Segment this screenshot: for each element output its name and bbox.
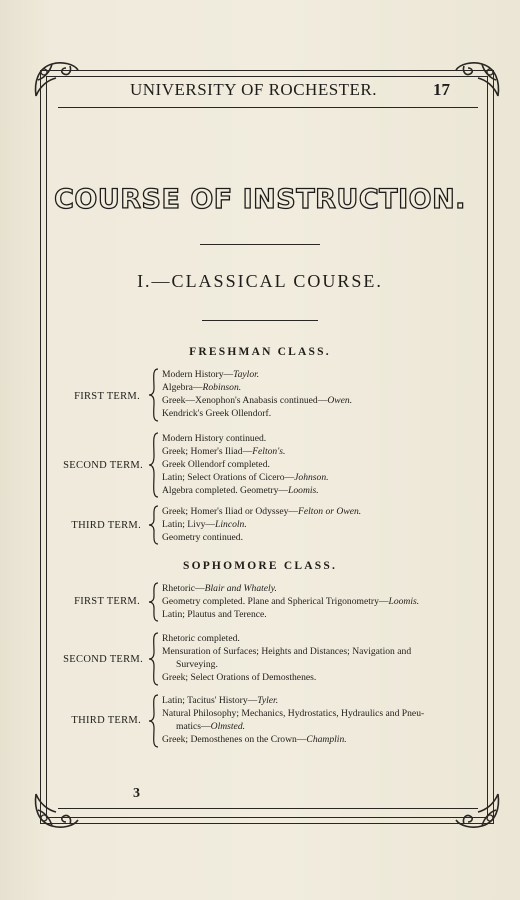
course-line: Greek; Homer's Iliad or Odyssey—Felton or Owen.: [162, 506, 362, 517]
corner-ornament-bottom-left: [30, 790, 82, 834]
course-line: matics—Olmsted.: [176, 721, 246, 732]
page-number: 17: [433, 80, 450, 99]
title-rule: [200, 244, 320, 245]
brace-icon: [148, 632, 160, 686]
course-line: Mensuration of Surfaces; Heights and Distances; Navigation and: [162, 646, 412, 657]
sophomore-class-heading: SOPHOMORE CLASS.: [182, 560, 338, 572]
course-line: Algebra—Robinson.: [162, 382, 242, 393]
course-line: Algebra completed. Geometry—Loomis.: [162, 485, 319, 496]
course-line: Latin; Livy—Lincoln.: [162, 519, 247, 530]
section-rule: [202, 320, 318, 321]
freshman-third-term-label: THIRD TERM.: [71, 520, 141, 531]
course-line: Greek Ollendorf completed.: [162, 459, 270, 470]
course-line: Geometry completed. Plane and Spherical Trigonometry—Loomis.: [162, 596, 420, 607]
brace-icon: [148, 432, 160, 498]
footer-rule: [58, 808, 478, 809]
sophomore-second-term-label: SECOND TERM.: [63, 654, 143, 665]
course-line: Rhetoric completed.: [162, 633, 240, 644]
course-line: Geometry continued.: [162, 532, 243, 543]
course-line: Latin; Select Orations of Cicero—Johnson.: [162, 472, 329, 483]
brace-icon: [148, 505, 160, 545]
corner-ornament-top-right: [452, 56, 504, 100]
corner-ornament-bottom-right: [452, 790, 504, 834]
course-line: Greek; Demosthenes on the Crown—Champlin.: [162, 734, 347, 745]
sophomore-third-term-label: THIRD TERM.: [71, 715, 141, 726]
course-line: Greek; Homer's Iliad—Felton's.: [162, 446, 286, 457]
course-line: Modern History—Taylor.: [162, 369, 260, 380]
freshman-class-heading: FRESHMAN CLASS.: [189, 346, 331, 358]
course-line: Greek; Select Orations of Demosthenes.: [162, 672, 317, 683]
course-line: Surveying.: [176, 659, 218, 670]
sophomore-first-term-label: FIRST TERM.: [74, 596, 140, 607]
freshman-second-term-label: SECOND TERM.: [63, 460, 143, 471]
course-line: Latin; Plautus and Terence.: [162, 609, 267, 620]
course-line: Modern History continued.: [162, 433, 267, 444]
course-line: Rhetoric—Blair and Whately.: [162, 583, 277, 594]
course-line: Greek—Xenophon's Anabasis continued—Owen.: [162, 395, 353, 406]
course-line: Kendrick's Greek Ollendorf.: [162, 408, 272, 419]
corner-ornament-top-left: [30, 56, 82, 100]
signature-mark: 3: [133, 786, 140, 801]
page-title: COURSE OF INSTRUCTION.: [54, 184, 466, 215]
course-line: Natural Philosophy; Mechanics, Hydrostatics, Hydraulics and Pneu-: [162, 708, 425, 719]
course-line: Latin; Tacitus' History—Tyler.: [162, 695, 279, 706]
header-rule: [58, 107, 478, 108]
running-head: UNIVERSITY OF ROCHESTER.: [130, 80, 378, 99]
brace-icon: [148, 368, 160, 422]
section-title: I.—CLASSICAL COURSE.: [137, 271, 383, 291]
freshman-first-term-label: FIRST TERM.: [74, 391, 140, 402]
brace-icon: [148, 582, 160, 622]
brace-icon: [148, 694, 160, 748]
